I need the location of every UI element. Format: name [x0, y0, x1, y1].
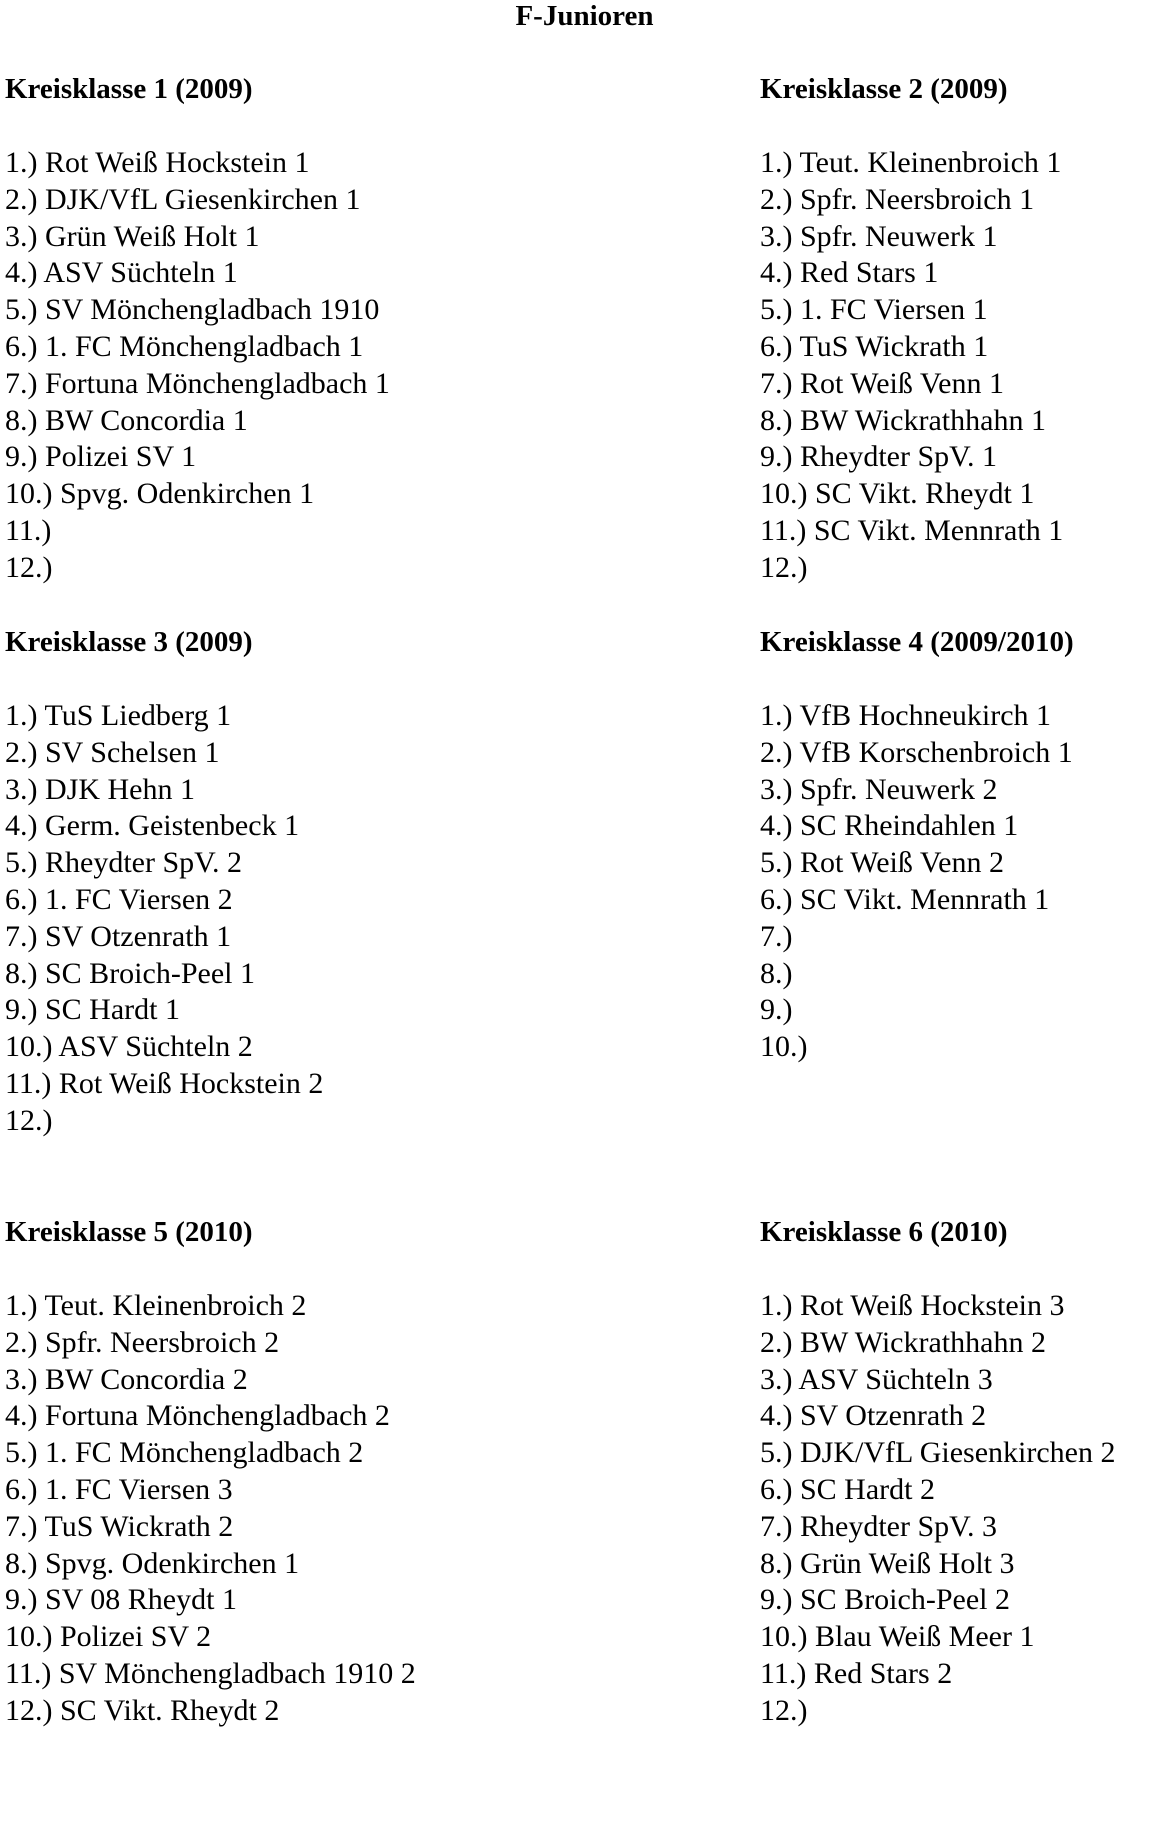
team-entry: 9.) SV 08 Rheydt 1: [5, 1583, 237, 1617]
team-entry: 6.) 1. FC Mönchengladbach 1: [5, 329, 364, 363]
team-entry: 12.): [5, 1103, 53, 1137]
team-entry: 1.) TuS Liedberg 1: [5, 699, 232, 732]
team-entry: 9.): [760, 993, 793, 1027]
page-title: F-Junioren: [515, 0, 654, 32]
team-entry: 4.) Fortuna Mönchengladbach 2: [5, 1399, 390, 1433]
league-kreisklasse-6: [760, 1214, 1169, 1730]
team-entry: 11.): [5, 513, 52, 547]
team-entry: 11.) Red Stars 2: [760, 1656, 953, 1690]
team-entry: 9.) Polizei SV 1: [5, 440, 197, 474]
league-kreisklasse-1: [5, 71, 565, 587]
team-entry: 9.) Rheydter SpV. 1: [760, 440, 997, 474]
team-entry: 7.) Rot Weiß Venn 1: [760, 366, 1004, 400]
team-entry: 5.) DJK/VfL Giesenkirchen 2: [760, 1436, 1116, 1470]
team-entry: 1.) VfB Hochneukirch 1: [760, 699, 1052, 732]
team-list: [760, 1288, 1169, 1730]
team-entry: 7.) Fortuna Mönchengladbach 1: [5, 366, 390, 400]
team-entry: 1.) Teut. Kleinenbroich 2: [5, 1289, 307, 1322]
team-entry: 6.) SC Hardt 2: [760, 1472, 935, 1506]
team-entry: 1.) Rot Weiß Hockstein 1: [5, 146, 310, 179]
team-entry: 12.): [5, 550, 53, 584]
team-entry: 2.) Spfr. Neersbroich 1: [760, 182, 1035, 216]
team-list: [760, 145, 1169, 587]
team-entry: 6.) 1. FC Viersen 3: [5, 1472, 233, 1506]
team-entry: 2.) BW Wickrathhahn 2: [760, 1325, 1046, 1359]
league-kreisklasse-2: [760, 71, 1169, 587]
team-entry: 11.) SC Vikt. Mennrath 1: [760, 513, 1064, 547]
league-title: Kreisklasse 5 (2010): [5, 1216, 253, 1248]
team-entry: 5.) Rot Weiß Venn 2: [760, 846, 1004, 880]
league-title: Kreisklasse 3 (2009): [5, 626, 253, 658]
team-entry: 10.) Blau Weiß Meer 1: [760, 1620, 1035, 1654]
team-entry: 1.) Teut. Kleinenbroich 1: [760, 146, 1062, 179]
team-entry: 10.) Polizei SV 2: [5, 1620, 212, 1654]
team-entry: 6.) SC Vikt. Mennrath 1: [760, 882, 1050, 916]
team-entry: 10.) ASV Süchteln 2: [5, 1030, 253, 1064]
team-entry: 12.): [760, 550, 808, 584]
team-entry: 7.) Rheydter SpV. 3: [760, 1509, 997, 1543]
team-entry: 2.) SV Schelsen 1: [5, 735, 220, 769]
league-title: Kreisklasse 2 (2009): [760, 73, 1008, 105]
team-entry: 2.) Spfr. Neersbroich 2: [5, 1325, 280, 1359]
team-entry: 4.) SC Rheindahlen 1: [760, 809, 1019, 843]
team-entry: 6.) 1. FC Viersen 2: [5, 882, 233, 916]
team-entry: 3.) ASV Süchteln 3: [760, 1362, 993, 1396]
team-entry: 3.) Grün Weiß Holt 1: [5, 219, 260, 253]
team-entry: 4.) SV Otzenrath 2: [760, 1399, 987, 1433]
team-entry: 10.): [760, 1030, 808, 1064]
league-title: Kreisklasse 1 (2009): [5, 73, 253, 105]
league-kreisklasse-5: [5, 1214, 565, 1730]
league-kreisklasse-4: [760, 624, 1169, 1066]
team-list: [5, 1288, 565, 1730]
team-entry: 8.): [760, 956, 793, 990]
team-entry: 3.) Spfr. Neuwerk 2: [760, 772, 998, 806]
league-kreisklasse-3: [5, 624, 565, 1140]
team-entry: 2.) DJK/VfL Giesenkirchen 1: [5, 182, 361, 216]
team-entry: 8.) BW Concordia 1: [5, 403, 248, 437]
team-entry: 6.) TuS Wickrath 1: [760, 329, 989, 363]
team-entry: 7.): [760, 919, 793, 953]
team-entry: 12.): [760, 1693, 808, 1727]
team-entry: 7.) SV Otzenrath 1: [5, 919, 232, 953]
team-entry: 2.) VfB Korschenbroich 1: [760, 735, 1073, 769]
team-entry: 4.) Red Stars 1: [760, 256, 939, 290]
team-entry: 11.) SV Mönchengladbach 1910 2: [5, 1656, 416, 1690]
league-title: Kreisklasse 4 (2009/2010): [760, 626, 1074, 658]
team-entry: 10.) Spvg. Odenkirchen 1: [5, 477, 315, 511]
team-list: [760, 698, 1169, 1066]
team-entry: 4.) Germ. Geistenbeck 1: [5, 809, 300, 843]
team-entry: 9.) SC Broich-Peel 2: [760, 1583, 1010, 1617]
team-entry: 3.) DJK Hehn 1: [5, 772, 195, 806]
team-entry: 12.) SC Vikt. Rheydt 2: [5, 1693, 280, 1727]
team-entry: 5.) SV Mönchengladbach 1910: [5, 293, 380, 327]
team-entry: 4.) ASV Süchteln 1: [5, 256, 238, 290]
team-entry: 5.) Rheydter SpV. 2: [5, 846, 242, 880]
team-entry: 10.) SC Vikt. Rheydt 1: [760, 477, 1035, 511]
team-list: [5, 145, 565, 587]
team-entry: 7.) TuS Wickrath 2: [5, 1509, 234, 1543]
team-entry: 1.) Rot Weiß Hockstein 3: [760, 1289, 1065, 1322]
team-entry: 8.) Grün Weiß Holt 3: [760, 1546, 1015, 1580]
team-entry: 3.) BW Concordia 2: [5, 1362, 248, 1396]
team-entry: 9.) SC Hardt 1: [5, 993, 180, 1027]
team-entry: 8.) BW Wickrathhahn 1: [760, 403, 1046, 437]
team-list: [5, 698, 565, 1140]
team-entry: 11.) Rot Weiß Hockstein 2: [5, 1066, 324, 1100]
team-entry: 5.) 1. FC Viersen 1: [760, 293, 988, 327]
league-title: Kreisklasse 6 (2010): [760, 1216, 1008, 1248]
team-entry: 8.) SC Broich-Peel 1: [5, 956, 255, 990]
team-entry: 8.) Spvg. Odenkirchen 1: [5, 1546, 300, 1580]
team-entry: 5.) 1. FC Mönchengladbach 2: [5, 1436, 364, 1470]
team-entry: 3.) Spfr. Neuwerk 1: [760, 219, 998, 253]
